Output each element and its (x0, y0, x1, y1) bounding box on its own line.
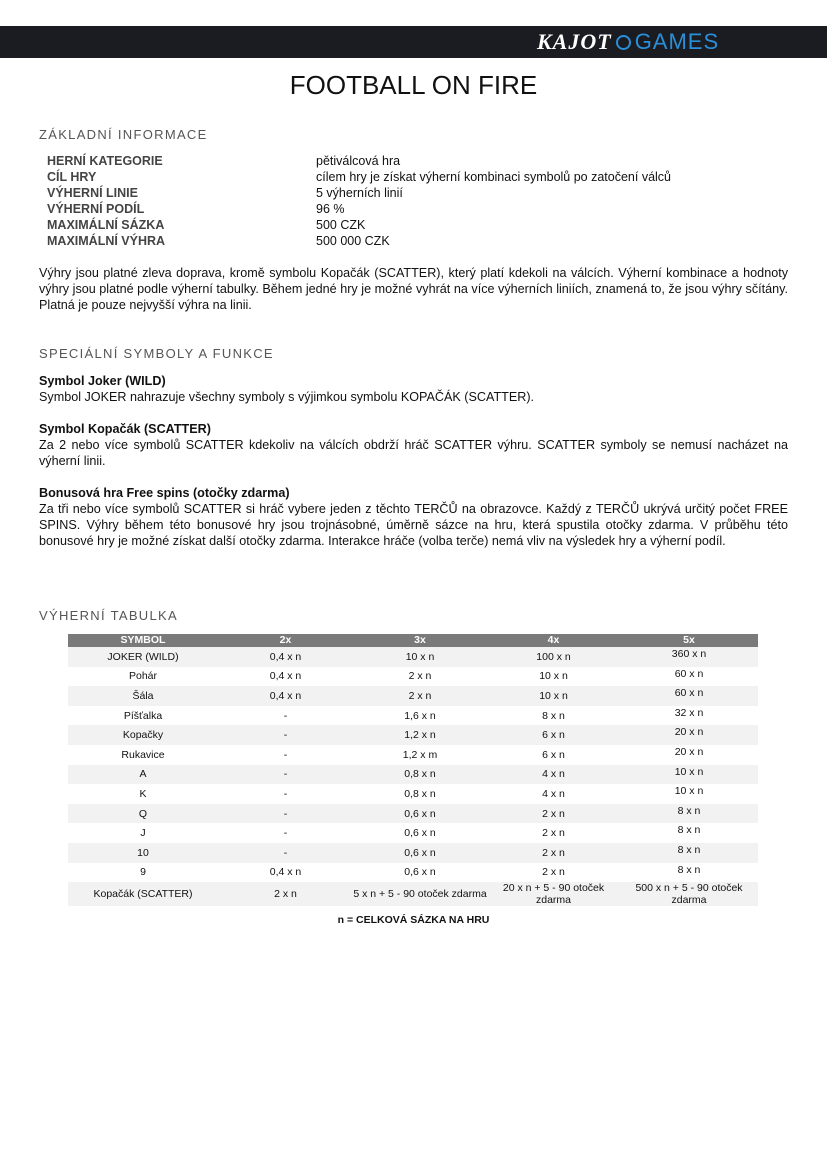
table-cell: - (283, 748, 288, 761)
table-cell: 20 x n (674, 745, 704, 758)
info-value: 500 CZK (316, 218, 366, 232)
table-cell: 2 x n (353, 686, 487, 706)
table-cell: 0,4 x n (269, 670, 302, 683)
item-title: Symbol Joker (WILD) (39, 374, 166, 388)
table-cell: 1,2 x m (402, 748, 438, 761)
table-cell: 8 x n (542, 709, 565, 722)
table-row (68, 725, 758, 745)
table-row (68, 686, 758, 706)
table-cell: Kopačky (68, 725, 218, 745)
table-cell: - (218, 765, 353, 785)
table-cell: 4 x n (487, 765, 620, 785)
table-cell: - (283, 709, 288, 722)
table-cell: - (218, 804, 353, 824)
info-row (47, 153, 671, 169)
table-cell: 8 x n (620, 804, 758, 824)
info-value: 5 výherních linií (316, 186, 403, 200)
table-row (68, 745, 758, 765)
kajot-games-logo (537, 29, 719, 55)
info-row (47, 169, 671, 185)
info-label: MAXIMÁLNÍ VÝHRA (47, 234, 166, 248)
info-label: CÍL HRY (47, 170, 97, 184)
rules-paragraph: Výhry jsou platné zleva doprava, kromě symbolu Kopačák (SCATTER), který platí kdekoli na válcích. Výherní kombinace a hodnoty výhry jsou platné podle výherní tabulky. Během jedné hry je možné vyhrát na více výherních liniích, znamená to, že jsou výhry sčítány. Platná je pouze nejvyšší výhra na linii. (39, 266, 788, 312)
info-value: pětiválcová hra (316, 154, 401, 168)
info-value: cílem hry je získat výherní kombinaci symbolů po zatočení válců (316, 170, 672, 184)
table-cell: 1,2 x n (353, 725, 487, 745)
table-cell: 0,4 x n (269, 866, 302, 879)
table-cell: 10 x n (620, 765, 758, 785)
table-cell: 6 x n (542, 748, 565, 761)
table-cell: Pohár (128, 670, 158, 683)
info-row (47, 201, 671, 217)
table-cell: 0,4 x n (218, 686, 353, 706)
table-cell: - (218, 725, 353, 745)
table-cell: Kopačák (SCATTER) (68, 882, 218, 906)
info-label: VÝHERNÍ LINIE (47, 186, 138, 200)
header-bar (0, 26, 827, 58)
table-cell: 10 x n (539, 670, 568, 683)
table-cell: A (68, 765, 218, 785)
table-cell: 2 x n (408, 670, 432, 683)
column-header: 3x (353, 634, 487, 647)
table-cell: 8 x n (677, 824, 701, 837)
table-cell: K (139, 787, 147, 800)
table-cell: 60 x n (674, 667, 704, 680)
table-cell: Q (68, 804, 218, 824)
table-cell: 2 x n (487, 804, 620, 824)
table-cell: - (283, 827, 288, 840)
table-cell: Píšťalka (123, 709, 163, 722)
table-cell: 10 x n (487, 686, 620, 706)
table-cell: 2 x n (542, 866, 565, 879)
table-row (68, 706, 758, 726)
table-row (68, 804, 758, 824)
table-row (68, 863, 758, 883)
item-text: Symbol JOKER nahrazuje všechny symboly s výjimkou symbolu KOPAČÁK (SCATTER). (39, 390, 535, 404)
table-cell: 0,6 x n (404, 866, 436, 879)
table-cell: 20 x n (620, 725, 758, 745)
table-cell: 0,6 x n (353, 843, 487, 863)
page-title: FOOTBALL ON FIRE (289, 70, 538, 100)
table-cell: 0,4 x n (218, 647, 353, 667)
table-cell: 0,6 x n (404, 827, 436, 840)
table-cell: 6 x n (487, 725, 620, 745)
column-header: SYMBOL (68, 634, 218, 647)
item-text: Za tři nebo více symbolů SCATTER si hráč vybere jeden z těchto TERČŮ na obrazovce. Každý z TERČŮ ukrývá určitý počet FREE SPINS. Výhry během této bonusové hry jsou trojnásobné, úměrně sázce na hru, která spustila otočky zdarma. V průběhu této bonusové hry je možné získat další otočky zdarma. Interakce hráče (volba terče) nemá vliv na výsledek hry a výherní podíl. (39, 502, 788, 548)
table-cell: 0,6 x n (353, 804, 487, 824)
special-item (39, 485, 788, 549)
table-row (68, 882, 758, 906)
info-label: HERNÍ KATEGORIE (47, 154, 163, 168)
table-cell: - (283, 787, 288, 800)
table-cell: 32 x n (674, 706, 704, 719)
table-row (68, 843, 758, 863)
column-header: 5x (620, 634, 758, 647)
table-cell: 8 x n (620, 843, 758, 863)
table-cell: 2 x n (487, 843, 620, 863)
info-label: VÝHERNÍ PODÍL (47, 202, 145, 216)
section-heading-special: SPECIÁLNÍ SYMBOLY A FUNKCE (39, 346, 274, 361)
table-cell: 0,8 x n (404, 787, 436, 800)
table-cell: Rukavice (121, 748, 165, 761)
table-cell: JOKER (WILD) (68, 647, 218, 667)
special-item (39, 373, 788, 405)
info-row (47, 185, 671, 201)
table-cell: - (218, 843, 353, 863)
table-cell: Šála (68, 686, 218, 706)
info-row (47, 217, 671, 233)
info-row (47, 233, 671, 249)
table-row (68, 667, 758, 687)
item-title: Bonusová hra Free spins (otočky zdarma) (39, 486, 290, 500)
table-cell: 10 x n (674, 785, 704, 798)
table-row (68, 784, 758, 804)
table-cell: 10 x n (353, 647, 487, 667)
section-heading-basic: ZÁKLADNÍ INFORMACE (39, 127, 208, 142)
table-row (68, 823, 758, 843)
table-cell: 2 x n (542, 827, 565, 840)
table-cell: 5 x n + 5 - 90 otoček zdarma (353, 882, 487, 906)
section-heading-paytable: VÝHERNÍ TABULKA (39, 608, 178, 623)
table-cell: 500 x n + 5 - 90 otoček zdarma (620, 882, 758, 906)
info-value: 96 % (316, 202, 345, 216)
item-text: Za 2 nebo více symbolů SCATTER kdekoliv na válcích obdrží hráč SCATTER výhru. SCATTER symboly se nemusí nacházet na výherní linii. (39, 438, 788, 468)
info-label: MAXIMÁLNÍ SÁZKA (47, 218, 165, 232)
table-row (68, 647, 758, 667)
table-cell: 10 (68, 843, 218, 863)
table-cell: 1,6 x n (404, 709, 436, 722)
table-cell: 100 x n (487, 647, 620, 667)
table-cell: 8 x n (677, 863, 701, 876)
logo-text: KAJOT (537, 29, 612, 54)
table-cell: 20 x n + 5 - 90 otoček zdarma (487, 882, 620, 906)
table-cell: 60 x n (620, 686, 758, 706)
table-row (68, 765, 758, 785)
table-cell: 0,8 x n (353, 765, 487, 785)
table-cell: J (140, 827, 146, 840)
table-cell: 4 x n (542, 787, 565, 800)
info-value: 500 000 CZK (316, 234, 390, 248)
item-title: Symbol Kopačák (SCATTER) (39, 422, 211, 436)
column-header: 4x (487, 634, 620, 647)
special-item (39, 421, 788, 469)
globe-icon (616, 35, 631, 50)
table-cell: 360 x n (620, 647, 758, 667)
column-header: 2x (218, 634, 353, 647)
logo-text-games: GAMES (634, 29, 720, 54)
table-note: n = CELKOVÁ SÁZKA NA HRU (337, 914, 490, 926)
table-cell: 9 (140, 866, 146, 879)
paytable (68, 634, 758, 906)
basic-info-list (47, 153, 671, 249)
table-cell: 2 x n (218, 882, 353, 906)
